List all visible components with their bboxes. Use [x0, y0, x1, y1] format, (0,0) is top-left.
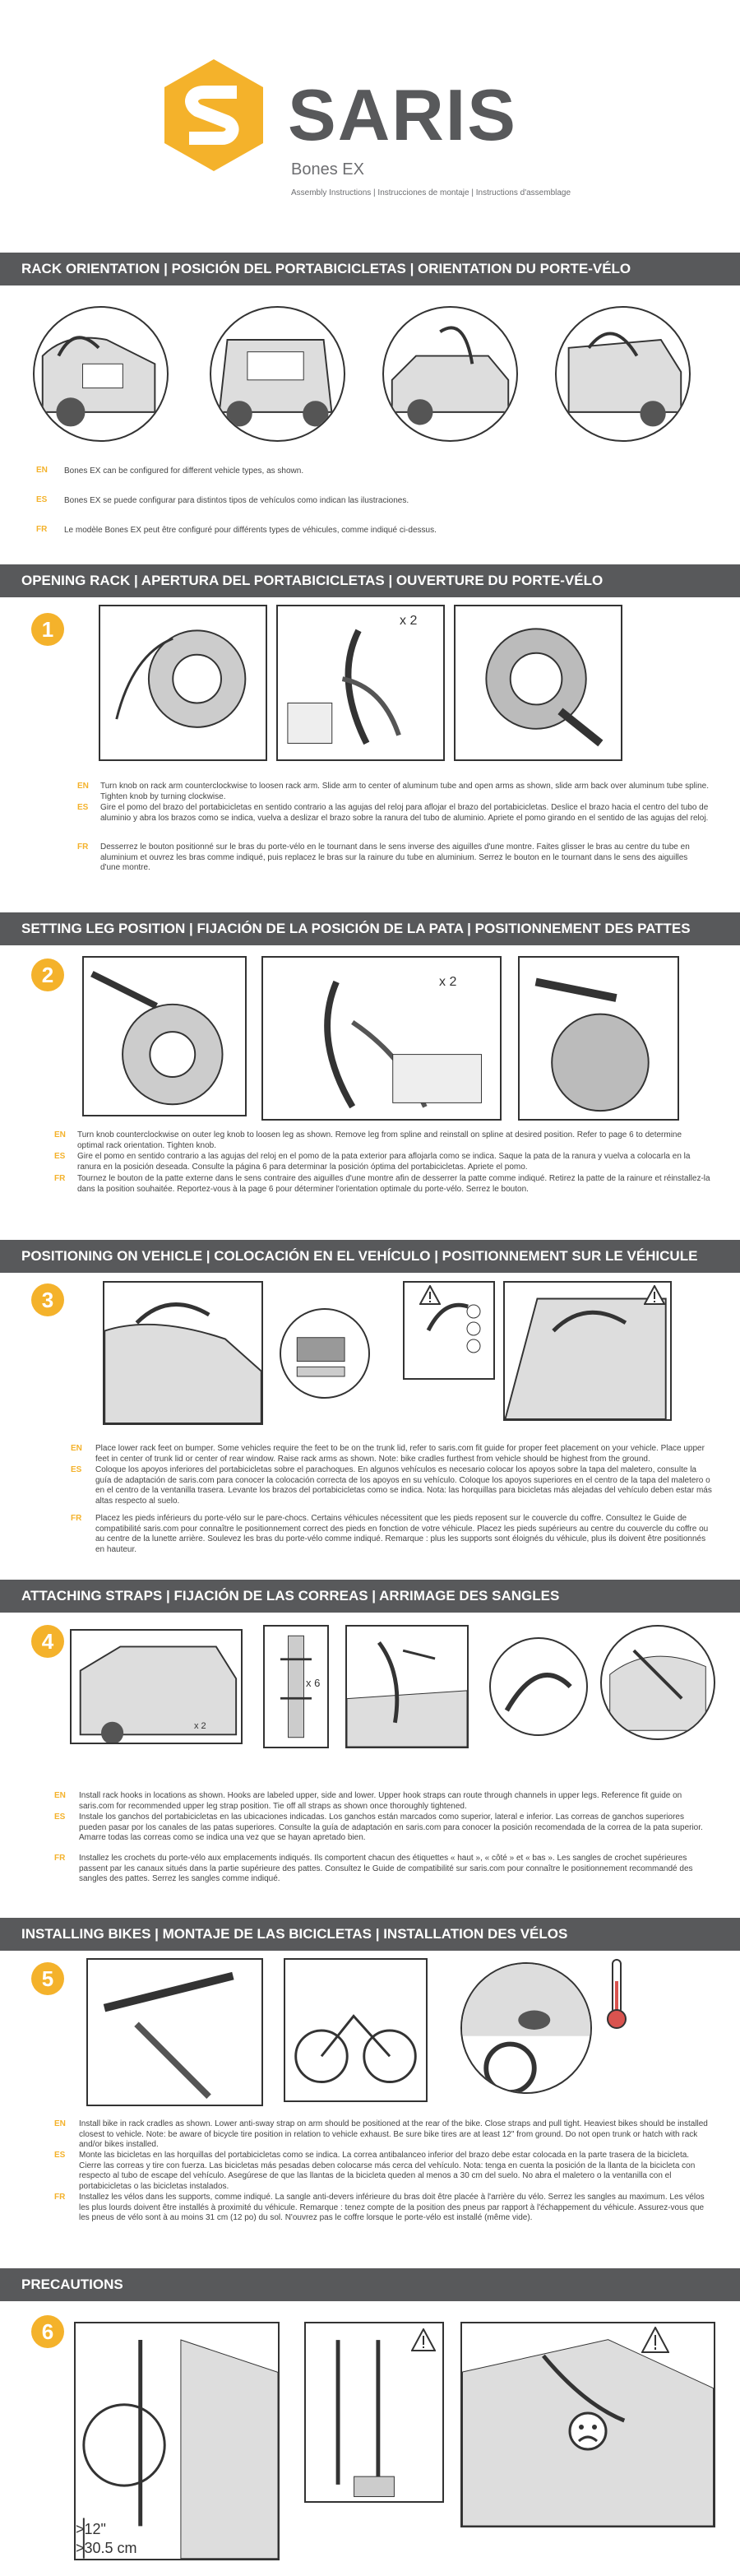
step-number-4: 4 — [31, 1625, 64, 1658]
leg-text-en: Turn knob counterclockwise on outer leg knob to loosen leg as shown. Remove leg from spline and reinstall on spline at desired position. Refer to page 6 to determine optimal rack orientation. Tighten knob. — [77, 1130, 682, 1150]
model-name: Bones EX — [291, 160, 364, 179]
orientation-text-en: Bones EX can be configured for different vehicle types, as shown. — [64, 466, 304, 476]
lang-tag-es: ES — [71, 1465, 82, 1474]
bikes-exhaust-detail — [460, 1962, 592, 2094]
lang-tag-fr: FR — [36, 525, 48, 534]
face-rating-icons — [465, 1303, 483, 1354]
lang-tag-en: EN — [36, 466, 48, 475]
step-number-3: 3 — [31, 1283, 64, 1316]
vehicle-text-fr: Placez les pieds inférieurs du porte-vélo sur le pare-chocs. Certains véhicules nécessitent que les pieds reposent sur le couvercle du coffre. Consultez le Guide de compatibilité saris.com pour connaître le positionnement correct des pieds en fonction de votre véhicule. Placez les pieds supérieurs au centre du couvercle du coffre ou au centre de la lunette arrière. Soulevez les bras du porte-vélo comme indiqué. Remarque : plus les supports sont éloignés du véhicule, plus ils doivent être positionnés en hauteur. — [95, 1514, 709, 1554]
straps-tie-detail — [489, 1637, 588, 1736]
bikes-text-es: Monte las bicicletas en las horquillas del portabicicletas como se indica. La correa antibalanceo inferior del brazo debe estar colocada en la parte trasera de la bicicleta. Cierre las correas y tire con fuerza. Las bicicletas más pesadas deben colocarse más cerca del vehículo. Nota: tenga en cuenta la posición de la llanta de la bicicleta con respecto al tubo de escape del vehículo. Asegúrese de que las llantas de la bicicleta queden al menos a 30 cm del suelo. No abra el maletero o la ventanilla con el portabicicletas o las bicicletas instalados. — [79, 2151, 696, 2191]
straps-text-en: Install rack hooks in locations as shown. Hooks are labeled upper, side and lower. Upper hook straps can route through channels in upper legs. Reference fit guide on saris.com for recommended upper leg strap position. Tie off all straps as shown once thoroughly tightened. — [79, 1791, 682, 1811]
clearance-centimeters: >30.5 cm — [76, 2540, 137, 2556]
warning-icon — [641, 2327, 669, 2353]
step-number-6: 6 — [31, 2315, 64, 2348]
bikes-text-en: Install bike in rack cradles as shown. Lower anti-sway strap on arm should be positioned at the rear of the bike. Close straps and pull tight. Heaviest bikes should be installed closest to vehicle. Note: be aware of bicycle tire position in relation to vehicle exhaust. Be sure bike tires are at least 12" from ground. Do not open trunk or hatch with rack and/or bikes installed. — [79, 2119, 708, 2149]
opening-text-fr: Desserrez le bouton positionné sur le bras du porte-vélo en le tournant dans le sens inverse des aiguilles d'une montre. Faites glisser le bras au centre du tube en aluminium et ouvrez les bras comme indiqué, puis replacez le bras sur la rainure du tube en aluminium. Serrez le bouton en le tournant dans le sens des aiguilles d'une montre. — [100, 842, 690, 872]
lang-tag-en: EN — [54, 2119, 66, 2128]
document-subtitle: Assembly Instructions | Instrucciones de montaje | Instructions d'assemblage — [291, 188, 571, 197]
lang-tag-fr: FR — [54, 2193, 66, 2202]
leg-remove-illustration — [261, 956, 502, 1121]
lang-tag-es: ES — [77, 803, 89, 812]
bikes-mounted-illustration — [284, 1958, 428, 2102]
warning-icon — [644, 1285, 665, 1305]
orientation-suv-illustration — [555, 306, 691, 442]
step-number-2: 2 — [31, 958, 64, 991]
bikes-cradle-illustration — [86, 1958, 263, 2106]
section-title-bikes: INSTALLING BIKES | MONTAJE DE LAS BICICLETAS | INSTALLATION DES VÉLOS — [0, 1918, 740, 1951]
straps-text-fr: Installez les crochets du porte-vélo aux emplacements indiqués. Ils comportent chacun des étiquettes « haut », « côté » et « bas ». Les sangles de crochet supérieures passent par les canaux situés dans la partie supérieure des pattes. Consultez le Guide de compatibilité sur saris.com pour connaître le positionnement recommandé des sangles des pattes. Serrez les sangles comme indiqué. — [79, 1854, 693, 1883]
orientation-minivan-illustration — [210, 306, 345, 442]
section-title-orientation: RACK ORIENTATION | POSICIÓN DEL PORTABICICLETAS | ORIENTATION DU PORTE-VÉLO — [0, 253, 740, 285]
lang-tag-es: ES — [54, 2151, 66, 2160]
lang-tag-en: EN — [77, 782, 89, 791]
brand-name: SARIS — [288, 74, 517, 155]
opening-tighten-illustration — [454, 605, 622, 761]
clearance-inches: >12" — [76, 2521, 106, 2537]
leg-multiplier: x 2 — [439, 975, 457, 989]
lang-tag-fr: FR — [54, 1854, 66, 1863]
thermometer-icon — [604, 1956, 629, 2031]
lang-tag-es: ES — [36, 495, 48, 504]
lang-tag-fr: FR — [54, 1174, 66, 1183]
opening-text-en: Turn knob on rack arm counterclockwise to loosen rack arm. Slide arm to center of aluminum tube and open arms as shown, slide arm back over aluminum tube spline. Tighten knob by turning clockwise. — [100, 782, 709, 801]
lang-tag-fr: FR — [77, 842, 89, 852]
vehicle-feet-illustration — [103, 1281, 263, 1425]
sad-face-icon — [567, 2411, 608, 2452]
leg-text-es: Gire el pomo en sentido contrario a las agujas del reloj en el pomo de la pata exterior para aflojarla como se indica. Saque la pata de la ranura y vuelva a colocarla en la ranura en la posición deseada. Consulte la página 6 para determinar la posición óptima del portabicicletas. Apriete el pomo. — [77, 1152, 691, 1172]
orientation-text-fr: Le modèle Bones EX peut être configuré pour différents types de véhicules, comme indiqué ci-dessus. — [64, 526, 437, 535]
straps-text-es: Instale los ganchos del portabicicletas en las ubicaciones indicadas. Los ganchos están marcados como superior, lateral e inferior. Las correas de ganchos superiores pueden pasar por los canales de las patas superiores. Consulte la guía de adaptación en saris.com para conocer la posición recomendada de la correa de la pata superior. Amarre todas las correas como se indica una vez que se hayan apretado bien. — [79, 1812, 703, 1842]
lang-tag-en: EN — [54, 1791, 66, 1800]
section-title-straps: ATTACHING STRAPS | FIJACIÓN DE LAS CORREAS | ARRIMAGE DES SANGLES — [0, 1580, 740, 1613]
vehicle-text-en: Place lower rack feet on bumper. Some vehicles require the feet to be on the trunk lid, refer to saris.com fit guide for proper feet placement on your vehicle. Place upper feet in center of trunk lid or center of rear window. Raise rack arms as shown. Note: bike cradles furthest from vehicle should be highest from the ground. — [95, 1444, 705, 1464]
step-number-1: 1 — [31, 613, 64, 646]
straps-multiplier-2: x 2 — [194, 1721, 206, 1731]
opening-knob-illustration — [99, 605, 267, 761]
warning-icon — [411, 2328, 436, 2351]
lang-tag-es: ES — [54, 1152, 66, 1161]
vehicle-text-es: Coloque los apoyos inferiores del portabicicletas sobre el parachoques. En algunos vehículos es necesario colocar los apoyos sobre la tapa del maletero, consulte la guía de adaptación de saris.com para conocer la colocación correcta de los apoyos en su vehículo. Coloque los apoyos superiores en el centro de la tapa del maletero o en el centro de la ventanilla trasera. Levante los brazos del portabicicletas como se indica. Nota: las horquillas para bicicletas más alejadas del vehículo deben estar más altas respecto al suelo. — [95, 1465, 712, 1506]
lang-tag-fr: FR — [71, 1514, 82, 1523]
warning-icon — [419, 1285, 441, 1305]
opening-multiplier: x 2 — [400, 614, 418, 628]
lang-tag-es: ES — [54, 1812, 66, 1822]
opening-arms-illustration — [276, 605, 445, 761]
saris-logo — [156, 58, 271, 173]
straps-hook-locations-illustration — [70, 1629, 243, 1744]
section-title-vehicle: POSITIONING ON VEHICLE | COLOCACIÓN EN EL VEHÍCULO | POSITIONNEMENT SUR LE VÉHICULE — [0, 1240, 740, 1273]
straps-rack-on-car-illustration — [345, 1625, 469, 1748]
straps-rear-window-detail — [600, 1625, 715, 1740]
opening-text-es: Gire el pomo del brazo del portabicicletas en sentido contrario a las agujas del reloj para aflojar el brazo del portabicicletas. Deslice el brazo hacia el centro del tubo de aluminio y abra los brazos como se indica, vuelva a deslizar el brazo sobre la ranura del tubo de aluminio. Apriete el pomo girando en el sentido de las agujas del reloj. — [100, 803, 709, 823]
section-title-opening: OPENING RACK | APERTURA DEL PORTABICICLETAS | OUVERTURE DU PORTE-VÉLO — [0, 564, 740, 597]
lang-tag-en: EN — [54, 1130, 66, 1139]
section-title-precautions: PRECAUTIONS — [0, 2268, 740, 2301]
leg-reinstall-illustration — [518, 956, 679, 1121]
lang-tag-en: EN — [71, 1444, 82, 1453]
orientation-text-es: Bones EX se puede configurar para distintos tipos de vehículos como indican las ilustraciones. — [64, 496, 409, 505]
vehicle-foot-detail — [280, 1308, 370, 1399]
orientation-sedan-illustration — [382, 306, 518, 442]
bikes-text-fr: Installez les vélos dans les supports, comme indiqué. La sangle anti-devers inférieure du bras doit être placée à l'arrière du vélo. Serrez les sangles au maximum. Les vélos les plus lourds doivent être installés à proximité du véhicule. Remarque : tenez compte de la position des pneus par rapport à l'échappement du véhicule. Assurez-vous que les pneus de vélo sont à au moins 31 cm (12 po) du sol. N'ouvrez pas le coffre lorsque le porte-vélo est installé (même vide). — [79, 2193, 705, 2222]
section-title-leg: SETTING LEG POSITION | FIJACIÓN DE LA POSICIÓN DE LA PATA | POSITIONNEMENT DES PATTES — [0, 912, 740, 945]
straps-multiplier-6: x 6 — [306, 1677, 321, 1689]
step-number-5: 5 — [31, 1962, 64, 1995]
orientation-hatchback-illustration — [33, 306, 169, 442]
leg-knob-illustration — [82, 956, 247, 1116]
leg-text-fr: Tournez le bouton de la patte externe dans le sens contraire des aiguilles d'une montre afin de desserrer la patte comme indiqué. Retirez la patte de la rainure et réinstallez-la dans la position souhaitée. Reportez-vous à la page 6 pour déterminer l'orientation optimale du porte-vélo. Serrez le bouton. — [77, 1174, 710, 1194]
